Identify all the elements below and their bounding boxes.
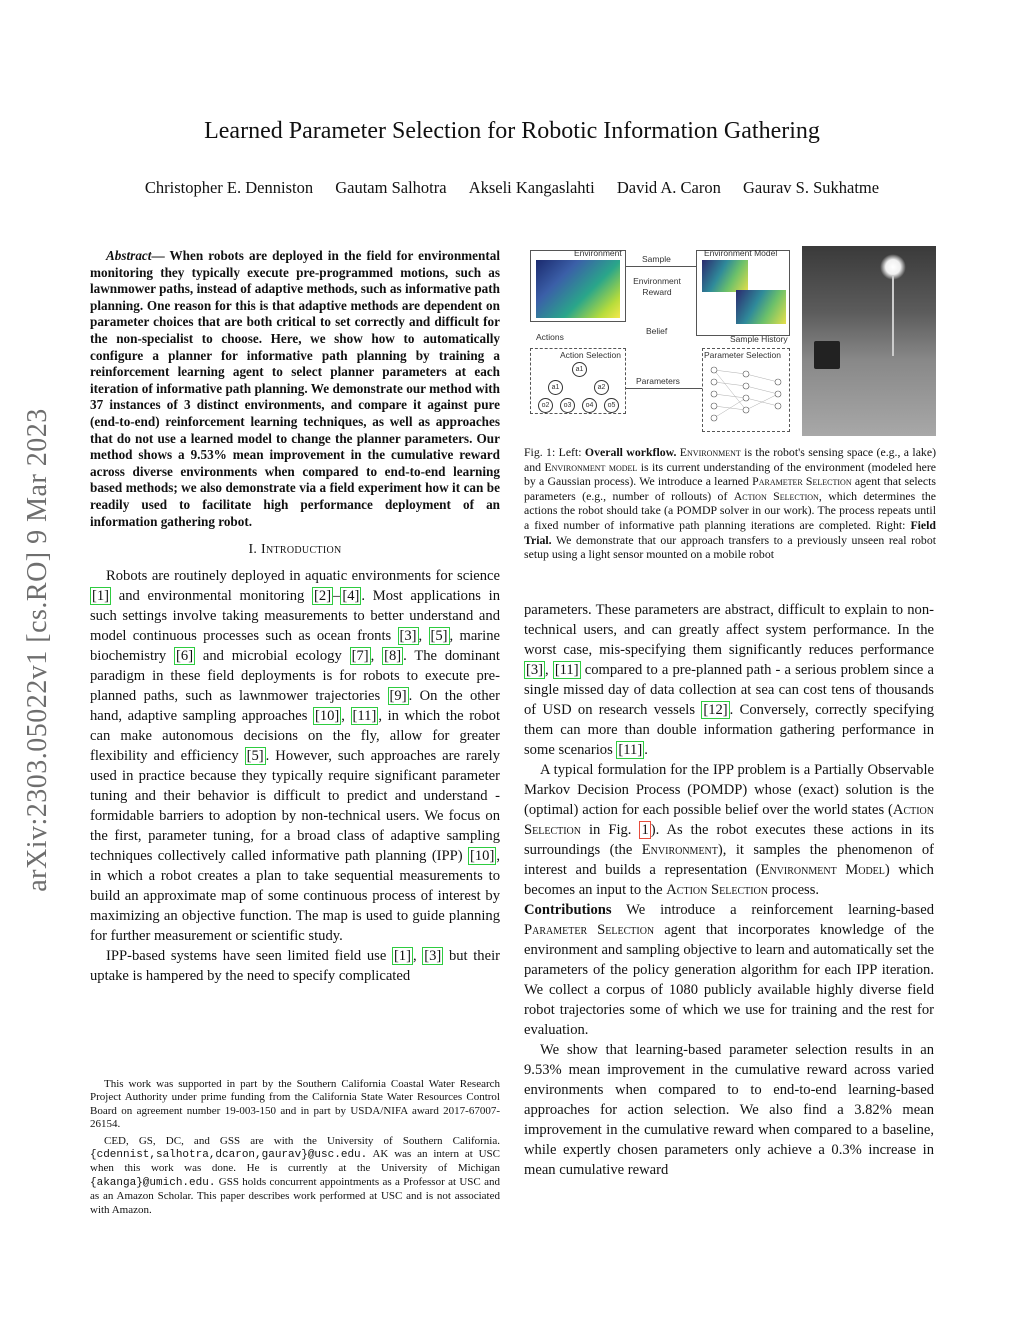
- figure-1: [526, 246, 936, 436]
- author-list: [0, 178, 1024, 198]
- right-paragraph-results: We show that learning-based parameter selection results in an 9.53% mean improvement in the cumulative reward across varied environments when compared to to end-to-end learning-based approaches for action selection. We also find a 3.82% mean improvement in the cumulative reward when compared to a baseline, while expertly chosen parameters only achieve a 0.3% increase in mean cumulative reward: [524, 1042, 934, 1178]
- tree-node: a1: [572, 362, 587, 377]
- environment-reward-label: Environment Reward: [633, 276, 681, 297]
- parameter-selection-label: Parameter Selection: [704, 350, 782, 360]
- belief-label: Belief: [646, 326, 668, 336]
- figure-caption: Fig. 1: Left: Overall workflow. Environment is the robot's sensing space (e.g., a lake) and Environment model is its current understanding of the environment (modeled here by a Gaussian process). We introduce a learned Parameter Selection agent that selects parameters (e.g., number of rollouts) of Action Selection, which determines the actions the robot should take (a POMDP solver in our work). The process repeats until a fixed number of informative path planning iterations are completed. Right: Field Trial. We demonstrate that our approach transfers to a previously unseen real robot setup using a light sensor mounted on a mobile robot: [524, 445, 937, 562]
- parameters-arrow: [626, 388, 702, 389]
- citation-link[interactable]: [11]: [352, 708, 377, 725]
- footnote-funding: This work was supported in part by the Southern California Coastal Water Research Project Authority under prime funding from the California State Water Resources Control Board on agreement number 19-003-150 and in part by USDA/NIFA award 2017-67007-26154.: [90, 1078, 500, 1131]
- tree-node: o5: [604, 398, 619, 413]
- tree-node: o2: [538, 398, 553, 413]
- mobile-robot: [814, 341, 840, 369]
- citation-link[interactable]: [8]: [384, 648, 402, 665]
- citation-link[interactable]: [11]: [554, 662, 579, 678]
- footnote-affiliation: CED, GS, DC, and GSS are with the University of Southern California. {cdennist,salhotra,dcaron,gaurav}@usc.edu. AK was an intern at USC when this work was done. He is currently at the University of Michigan {akanga}@umich.edu. GSS holds concurrent appointments as a Professor at USC and as an Amazon Scholar. This paper describes work performed at USC and is not associated with Amazon.: [90, 1134, 500, 1216]
- action-selection-label: Action Selection: [560, 350, 621, 360]
- tree-node: o4: [582, 398, 597, 413]
- citation-link[interactable]: [6]: [176, 648, 194, 665]
- email-address[interactable]: {cdennist,salhotra,dcaron,gaurav}@usc.edu.: [90, 1149, 368, 1162]
- citation-link[interactable]: [12]: [703, 702, 728, 718]
- actions-label: Actions: [536, 332, 564, 342]
- citation-link[interactable]: [4]: [342, 588, 360, 605]
- author: Akseli Kangaslahti: [468, 178, 595, 197]
- citation-link[interactable]: [1]: [92, 588, 110, 605]
- right-paragraph-2: A typical formulation for the IPP problem is a Partially Observable Markov Decision Process (POMDP) whose (exact) solution is the (optimal) action for each possible belief over the world states (Action Selection in Fig. 1 ). As the robot executes these actions in its surroundings (the Environment), it samples the phenomenon of interest and builds a representation (Environment Model) which becomes an input to the Action Selection process.: [524, 762, 934, 898]
- paper-title: Learned Parameter Selection for Robotic Information Gathering: [204, 118, 820, 144]
- light-pole: [892, 276, 894, 356]
- neural-network-icon: [706, 362, 786, 428]
- sample-history-label: Sample History: [730, 334, 788, 344]
- intro-paragraph-1: Robots are routinely deployed in aquatic environments for science [1] and environmental monitoring [2] – [4] . Most applications in such settings involve taking measurements to better understand and model continuous processes such as ocean fronts [3] , [5] , marine biochemistry [6] and microbial ecology [7] , [8] . The dominant paradigm in these field deployments is for robots to execute pre-planned paths, such as lawnmower trajectories [9] . On the other hand, adaptive sampling approaches [10] , [11] , in which the robot can make autonomous decisions on the fly, allow for greater flexibility and efficiency [5] . However, such approaches are rarely used in practice because they typically require significant parameter tuning and their behavior is difficult to predict and understand - formidable barriers to adoption by non-technical users. We focus on the first, parameter tuning, for a broad class of adaptive sampling techniques collectively called informative path planning (IPP) [10] , in which a robot creates a plan to take sequential measurements to build an approximate map of some continuous process of interest by maximizing an objective function. The map is used to guide planning for further measurement or scientific study.: [90, 568, 501, 945]
- environment-heatmap: [536, 260, 620, 318]
- section-heading-introduction: I. Introduction: [248, 542, 342, 558]
- sample-arrow: [626, 266, 696, 267]
- citation-link[interactable]: [2]: [314, 588, 332, 605]
- citation-link[interactable]: [7]: [351, 648, 369, 665]
- citation-link[interactable]: [3]: [526, 662, 544, 678]
- right-paragraph-contributions: Contributions We introduce a reinforcement learning-based Parameter Selection agent that incorporates knowledge of the environment and sampling objective to learn and automatically set the parameters of the policy generation algorithm for each IPP iteration. We collect a corpus of 1080 publicly available highly diverse field robot trajectories some of which we use for training and the rest for evaluation.: [524, 902, 934, 1038]
- author: Christopher E. Denniston: [144, 178, 314, 197]
- right-column: [524, 600, 934, 1180]
- citation-link[interactable]: [1]: [393, 948, 411, 965]
- parameters-label: Parameters: [636, 376, 680, 386]
- abstract-text: — When robots are deployed in the field for environmental monitoring they typically execute pre-programmed motions, such as lawnmower paths, instead of adaptive methods, such as informative path planning. One reason for this is that adaptive methods are dependent on parameter choices that are both critical to set correctly and difficult for the non-specialist to choose. Here, we show how to automatically configure a planner for informative path planning by training a reinforcement learning agent to select planner parameters at each iteration of informative path planning. We demonstrate our method with 37 instances of 3 distinct environments, and compare it against pure (end-to-end) reinforcement learning techniques, as well as approaches that do not use a learned model to change the planner parameters. Our method shows a 9.53% mean improvement in the cumulative reward across diverse environments when compared to end-to-end learning based methods; we also demonstrate via a field experiment how it can be readily used to facilitate high performance deployment of an information gathering robot.: [90, 248, 500, 529]
- citation-link[interactable]: [9]: [389, 688, 407, 705]
- tree-node: o3: [560, 398, 575, 413]
- author: Gaurav S. Sukhatme: [742, 178, 880, 197]
- citation-link[interactable]: [10]: [314, 708, 340, 725]
- environment-label: Environment: [574, 248, 622, 258]
- right-paragraph-1: parameters. These parameters are abstract, difficult to explain to non-technical users, and can greatly affect system performance. In the worst case, mis-specifying them significantly reduces performance [3] , [11] compared to a pre-planned path - a serious problem since a single missed day of data collection at sea can cost tens of thousands of USD on research vessels [12] . Conversely, correctly specifying them can more than double information gathering performance in some scenarios [11] .: [524, 602, 934, 758]
- author: David A. Caron: [616, 178, 721, 197]
- citation-link[interactable]: [5]: [246, 748, 264, 765]
- figure-link[interactable]: 1: [641, 822, 649, 838]
- citation-link[interactable]: [11]: [618, 742, 643, 758]
- field-trial-photo: [802, 246, 936, 436]
- abstract: [90, 248, 500, 530]
- workflow-diagram: [526, 246, 794, 436]
- footnote: [90, 1078, 500, 1220]
- left-column: [90, 248, 500, 986]
- citation-link[interactable]: [3]: [399, 628, 417, 645]
- model-heatmap-1: [702, 260, 748, 292]
- abstract-label: Abstract: [106, 248, 152, 263]
- tree-node: a1: [548, 380, 563, 395]
- author: Gautam Salhotra: [335, 178, 447, 197]
- email-address[interactable]: {akanga}@umich.edu.: [90, 1176, 216, 1189]
- model-heatmap-2: [736, 290, 786, 324]
- sample-label: Sample: [642, 254, 671, 264]
- citation-link[interactable]: [10]: [470, 848, 495, 865]
- environment-model-label: Environment Model: [704, 248, 778, 258]
- arxiv-sidebar: [18, 330, 58, 970]
- arxiv-identifier: arXiv:2303.05022v1 [cs.RO] 9 Mar 2023: [22, 408, 53, 892]
- citation-link[interactable]: [3]: [424, 948, 442, 965]
- citation-link[interactable]: [5]: [430, 628, 448, 645]
- intro-paragraph-2: IPP-based systems have seen limited field use [1] , [3] but their uptake is hampered by the need to specify complicated: [90, 948, 500, 985]
- tree-node: a2: [594, 380, 609, 395]
